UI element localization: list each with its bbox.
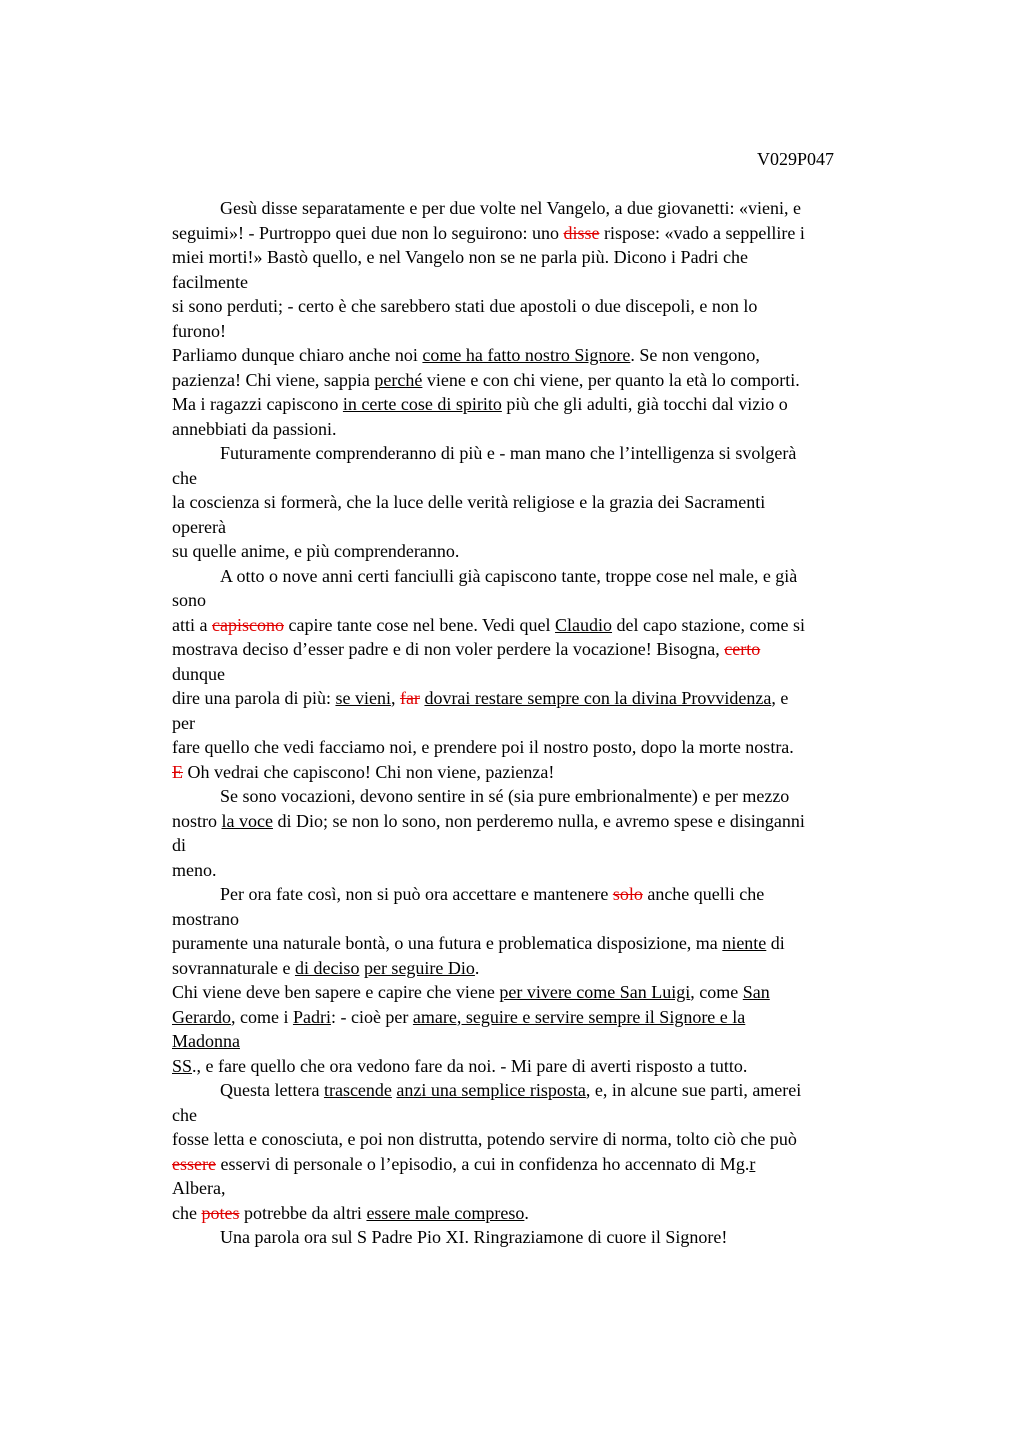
- underlined-text: dovrai restare sempre con la divina Provvidenza: [424, 688, 772, 708]
- text-segment: si sono perduti; - certo è che sarebbero stati due apostoli o due discepoli, e non lo: [172, 296, 758, 316]
- text-segment: di: [172, 835, 187, 855]
- text-segment: di: [766, 933, 785, 953]
- text-segment: miei morti!» Bastò quello, e nel Vangelo non se ne parla più. Dicono i Padri che: [172, 247, 749, 267]
- underlined-text: come ha fatto nostro Signore: [422, 345, 631, 365]
- underlined-text: per seguire Dio: [363, 957, 475, 978]
- underlined-text: la voce: [221, 810, 273, 831]
- text-line: [172, 392, 912, 417]
- text-segment: di Dio; se non lo sono, non perderemo nulla, e avremo spese e disinganni: [272, 810, 805, 831]
- underlined-text: niente: [722, 933, 767, 953]
- text-segment: sono: [172, 590, 207, 610]
- text-segment: mostrava deciso d’esser padre e di non voler perdere la vocazione! Bisogna,: [172, 639, 725, 659]
- text-line: [172, 1127, 912, 1152]
- text-segment: la coscienza si formerà, che la luce delle verità religiose e la grazia dei Sacramenti: [172, 492, 766, 512]
- struck-text: E: [172, 761, 183, 782]
- text-line: [172, 931, 912, 956]
- text-segment: su quelle anime, e più comprenderanno.: [172, 541, 460, 561]
- text-segment: seguimi»! - Purtroppo quei due non lo seguirono: uno: [172, 222, 564, 243]
- text-line: [172, 539, 912, 564]
- text-segment: pazienza! Chi viene, sappia: [172, 369, 375, 390]
- text-segment: , come: [690, 982, 743, 1002]
- text-line: [172, 980, 912, 1005]
- underlined-text: SS: [172, 1055, 193, 1076]
- text-segment: Futuramente comprenderanno di più e - man mano che l’intelligenza si svolgerà: [220, 443, 797, 463]
- underlined-text: in certe cose di spirito: [342, 394, 502, 414]
- text-segment: .: [474, 957, 480, 978]
- text-line: [172, 564, 912, 589]
- text-segment: , e, in alcune sue parti, amerei: [585, 1080, 802, 1100]
- text-line: [172, 196, 912, 221]
- text-line: [172, 907, 912, 932]
- underlined-text: Gerardo: [172, 1006, 231, 1027]
- text-segment: Una parola ora sul S Padre Pio XI. Ringraziamone di cuore il Signore!: [220, 1227, 728, 1247]
- text-line: [172, 294, 912, 319]
- text-segment: puramente una naturale bontà, o una futura e problematica disposizione, ma: [172, 933, 723, 953]
- text-line: [172, 662, 912, 687]
- text-segment: : - cioè per: [330, 1006, 413, 1027]
- text-segment: Chi viene deve ben sapere e capire che viene: [172, 982, 500, 1002]
- text-line: [172, 784, 912, 809]
- text-line: [172, 1078, 912, 1103]
- text-segment: ., e fare quello che ora vedono fare da noi. - Mi pare di averti risposto a tutto.: [192, 1055, 748, 1076]
- text-line: [172, 270, 912, 295]
- text-segment: esservi di personale o l’episodio, a cui in confidenza ho accennato di Mg.: [215, 1153, 750, 1174]
- text-segment: , come i: [230, 1006, 293, 1027]
- text-segment: viene e con chi viene, per quanto la età lo comporti.: [422, 369, 800, 390]
- text-segment: facilmente: [172, 271, 248, 292]
- text-line: [172, 637, 912, 662]
- text-segment: sovrannaturale e: [172, 957, 295, 978]
- text-segment: che: [172, 1202, 202, 1223]
- text-line: [172, 613, 912, 638]
- underlined-text: perché: [374, 369, 423, 390]
- text-segment: Parliamo dunque chiaro anche noi: [172, 345, 423, 365]
- text-line: [172, 490, 912, 515]
- struck-text: far: [399, 688, 420, 708]
- text-line: [172, 515, 912, 540]
- text-segment: A otto o nove anni certi fanciulli già capiscono tante, troppe cose nel male, e già: [220, 565, 798, 586]
- text-line: [172, 1103, 912, 1128]
- text-segment: opererà: [172, 516, 226, 537]
- text-line: [172, 1176, 912, 1201]
- text-line: [172, 1054, 912, 1079]
- struck-text: essere: [172, 1153, 216, 1174]
- underlined-text: anzi una semplice risposta: [396, 1080, 586, 1100]
- text-segment: annebbiati da passioni.: [172, 418, 337, 439]
- text-line: [172, 956, 912, 981]
- underlined-text: Claudio: [555, 614, 613, 635]
- text-line: [172, 711, 912, 736]
- struck-text: solo: [612, 884, 643, 904]
- text-segment: meno.: [172, 859, 217, 880]
- text-segment: . Se non vengono,: [630, 345, 760, 365]
- underlined-text: Madonna: [172, 1031, 240, 1051]
- text-segment: fosse letta e conosciuta, e poi non distrutta, potendo servire di norma, tolto ciò che può: [172, 1129, 797, 1149]
- text-line: [172, 760, 912, 785]
- text-segment: anche quelli che: [642, 884, 765, 904]
- underlined-text: amare, seguire e servire sempre il Signore e la: [412, 1006, 746, 1027]
- text-segment: Oh vedrai che capiscono! Chi non viene, pazienza!: [183, 761, 555, 782]
- text-line: [172, 1005, 912, 1030]
- text-segment: capire tante cose nel bene. Vedi quel: [283, 614, 556, 635]
- underlined-text: r: [749, 1153, 756, 1174]
- text-segment: per: [172, 712, 195, 733]
- text-line: [172, 1225, 912, 1250]
- text-line: [172, 368, 912, 393]
- struck-text: certo: [724, 639, 761, 659]
- text-segment: che: [172, 1104, 197, 1125]
- text-segment: nostro: [172, 810, 222, 831]
- text-line: [172, 588, 912, 613]
- text-segment: Se sono vocazioni, devono sentire in sé (sia pure embrionalmente) e per mezzo: [220, 786, 790, 806]
- struck-text: capiscono: [211, 614, 284, 635]
- text-segment: .: [524, 1202, 529, 1223]
- underlined-text: essere male compreso: [366, 1202, 525, 1223]
- text-line: [172, 441, 912, 466]
- text-line: [172, 343, 912, 368]
- underlined-text: di deciso: [294, 957, 360, 978]
- page-identifier: V029P047: [757, 149, 835, 169]
- text-segment: potrebbe da altri: [239, 1202, 367, 1223]
- text-segment: ,: [390, 688, 400, 708]
- underlined-text: per vivere come San Luigi: [499, 982, 691, 1002]
- struck-text: disse: [563, 222, 600, 243]
- text-segment: Questa lettera: [220, 1080, 324, 1100]
- text-segment: Albera,: [172, 1178, 226, 1198]
- struck-text: potes: [201, 1202, 240, 1223]
- text-segment: Per ora fate così, non si può ora accettare e mantenere: [220, 884, 613, 904]
- text-line: [172, 858, 912, 883]
- text-line: [172, 735, 912, 760]
- text-segment: Gesù disse separatamente e per due volte nel Vangelo, a due giovanetti: «vieni, e: [220, 198, 801, 218]
- text-segment: fare quello che vedi facciamo noi, e prendere poi il nostro posto, dopo la morte nostra.: [172, 737, 794, 757]
- text-segment: Ma i ragazzi capiscono: [172, 394, 343, 414]
- text-line: [172, 686, 912, 711]
- underlined-text: San: [742, 982, 770, 1002]
- text-line: [172, 1029, 912, 1054]
- text-line: [172, 1152, 912, 1177]
- text-segment: del capo stazione, come si: [612, 614, 805, 635]
- text-segment: rispose: «vado a seppellire i: [599, 222, 805, 243]
- text-segment: atti a: [172, 614, 212, 635]
- text-segment: dunque: [172, 663, 225, 684]
- text-segment: , e: [771, 688, 789, 708]
- text-line: [172, 245, 912, 270]
- text-line: [172, 882, 912, 907]
- text-line: [172, 809, 912, 834]
- text-segment: furono!: [172, 320, 226, 341]
- text-line: [172, 1201, 912, 1226]
- underlined-text: se vieni: [335, 688, 391, 708]
- text-line: [172, 466, 912, 491]
- text-line: [172, 319, 912, 344]
- text-segment: dire una parola di più:: [172, 688, 336, 708]
- underlined-text: Padri: [292, 1006, 331, 1027]
- text-segment: più che gli adulti, già tocchi dal vizio o: [501, 394, 788, 414]
- text-line: [172, 221, 912, 246]
- text-segment: mostrano: [172, 908, 239, 929]
- underlined-text: trascende: [323, 1080, 392, 1100]
- text-line: [172, 833, 912, 858]
- text-segment: che: [172, 467, 197, 488]
- text-line: [172, 417, 912, 442]
- letter-body: [172, 196, 912, 1250]
